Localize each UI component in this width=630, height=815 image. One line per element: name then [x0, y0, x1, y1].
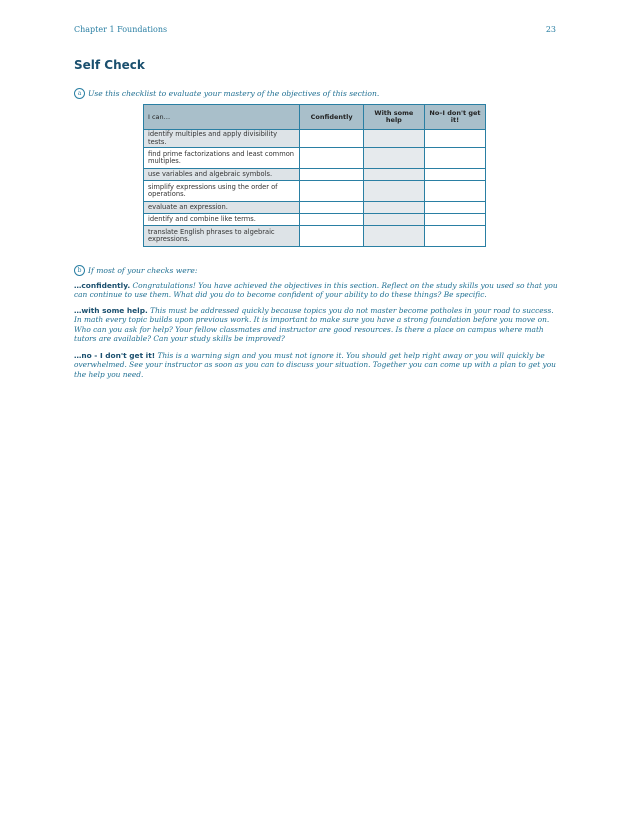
with-some-help-checkbox[interactable] [363, 130, 424, 148]
dont-get-it-checkbox[interactable] [424, 226, 485, 247]
section-title: Self Check [74, 58, 145, 72]
self-check-table [143, 104, 486, 247]
skill-cell: find prime factorizations and least common multiples. [144, 148, 300, 169]
response-text: This must be addressed quickly because topics you do not master become potholes in your road to success. In math every topic builds upon previous work. It is important to make sure you have a strong foundation before you move on. Who can you ask for help? Your fellow classmates and instructor are good resources. Is there a place on campus where math tutors are available? Can your study skills be improved? [74, 306, 554, 344]
confidently-checkbox[interactable] [300, 130, 363, 148]
confidently-checkbox[interactable] [300, 214, 363, 226]
header-confidently: Confidently [300, 105, 363, 130]
header-i-can: I can… [144, 105, 300, 130]
skill-cell: evaluate an expression. [144, 202, 300, 214]
response-dont-get-it [74, 351, 558, 379]
dont-get-it-checkbox[interactable] [424, 181, 485, 202]
response-text: This is a warning sign and you must not ignore it. You should get help right away or you will quickly be overwhelmed. See your instructor as soon as you can to discuss your situation. Together you can come up with a plan to get you the help you need. [74, 351, 556, 379]
dont-get-it-checkbox[interactable] [424, 214, 485, 226]
header-with-some-help: With some help [363, 105, 424, 130]
table-row [144, 169, 486, 181]
confidently-checkbox[interactable] [300, 226, 363, 247]
skill-cell: identify and combine like terms. [144, 214, 300, 226]
with-some-help-checkbox[interactable] [363, 214, 424, 226]
confidently-checkbox[interactable] [300, 202, 363, 214]
with-some-help-checkbox[interactable] [363, 202, 424, 214]
part-b-text: If most of your checks were: [88, 266, 198, 275]
table-row [144, 181, 486, 202]
page-number: 23 [545, 25, 556, 34]
table-row [144, 130, 486, 148]
part-b-instruction [74, 265, 197, 276]
confidently-checkbox[interactable] [300, 148, 363, 169]
part-a-marker: a [74, 88, 85, 99]
table-header-row [144, 105, 486, 130]
skill-cell: use variables and algebraic symbols. [144, 169, 300, 181]
table-row [144, 214, 486, 226]
confidently-checkbox[interactable] [300, 181, 363, 202]
skill-cell: identify multiples and apply divisibility tests. [144, 130, 300, 148]
dont-get-it-checkbox[interactable] [424, 169, 485, 181]
skill-cell: simplify expressions using the order of operations. [144, 181, 300, 202]
chapter-label: Chapter 1 Foundations [74, 25, 168, 34]
part-b-marker: b [74, 265, 85, 276]
response-confidently [74, 281, 558, 300]
with-some-help-checkbox[interactable] [363, 169, 424, 181]
confidently-checkbox[interactable] [300, 169, 363, 181]
response-lead: …no - I don't get it! [74, 351, 156, 360]
response-text: Congratulations! You have achieved the objectives in this section. Reflect on the study skills you used so that you can continue to use them. What did you do to become confident of your ability to do these things? Be specific. [74, 281, 558, 300]
dont-get-it-checkbox[interactable] [424, 130, 485, 148]
table-row [144, 202, 486, 214]
response-lead: …confidently. [74, 281, 131, 290]
with-some-help-checkbox[interactable] [363, 226, 424, 247]
running-head [74, 25, 556, 37]
table-row [144, 226, 486, 247]
dont-get-it-checkbox[interactable] [424, 148, 485, 169]
part-a-text: Use this checklist to evaluate your mastery of the objectives of this section. [88, 89, 380, 98]
header-dont-get-it: No–I don't get it! [424, 105, 485, 130]
table-row [144, 148, 486, 169]
dont-get-it-checkbox[interactable] [424, 202, 485, 214]
response-with-some-help [74, 306, 558, 344]
part-a-instruction [74, 88, 379, 99]
response-lead: …with some help. [74, 306, 148, 315]
with-some-help-checkbox[interactable] [363, 148, 424, 169]
skill-cell: translate English phrases to algebraic expressions. [144, 226, 300, 247]
with-some-help-checkbox[interactable] [363, 181, 424, 202]
